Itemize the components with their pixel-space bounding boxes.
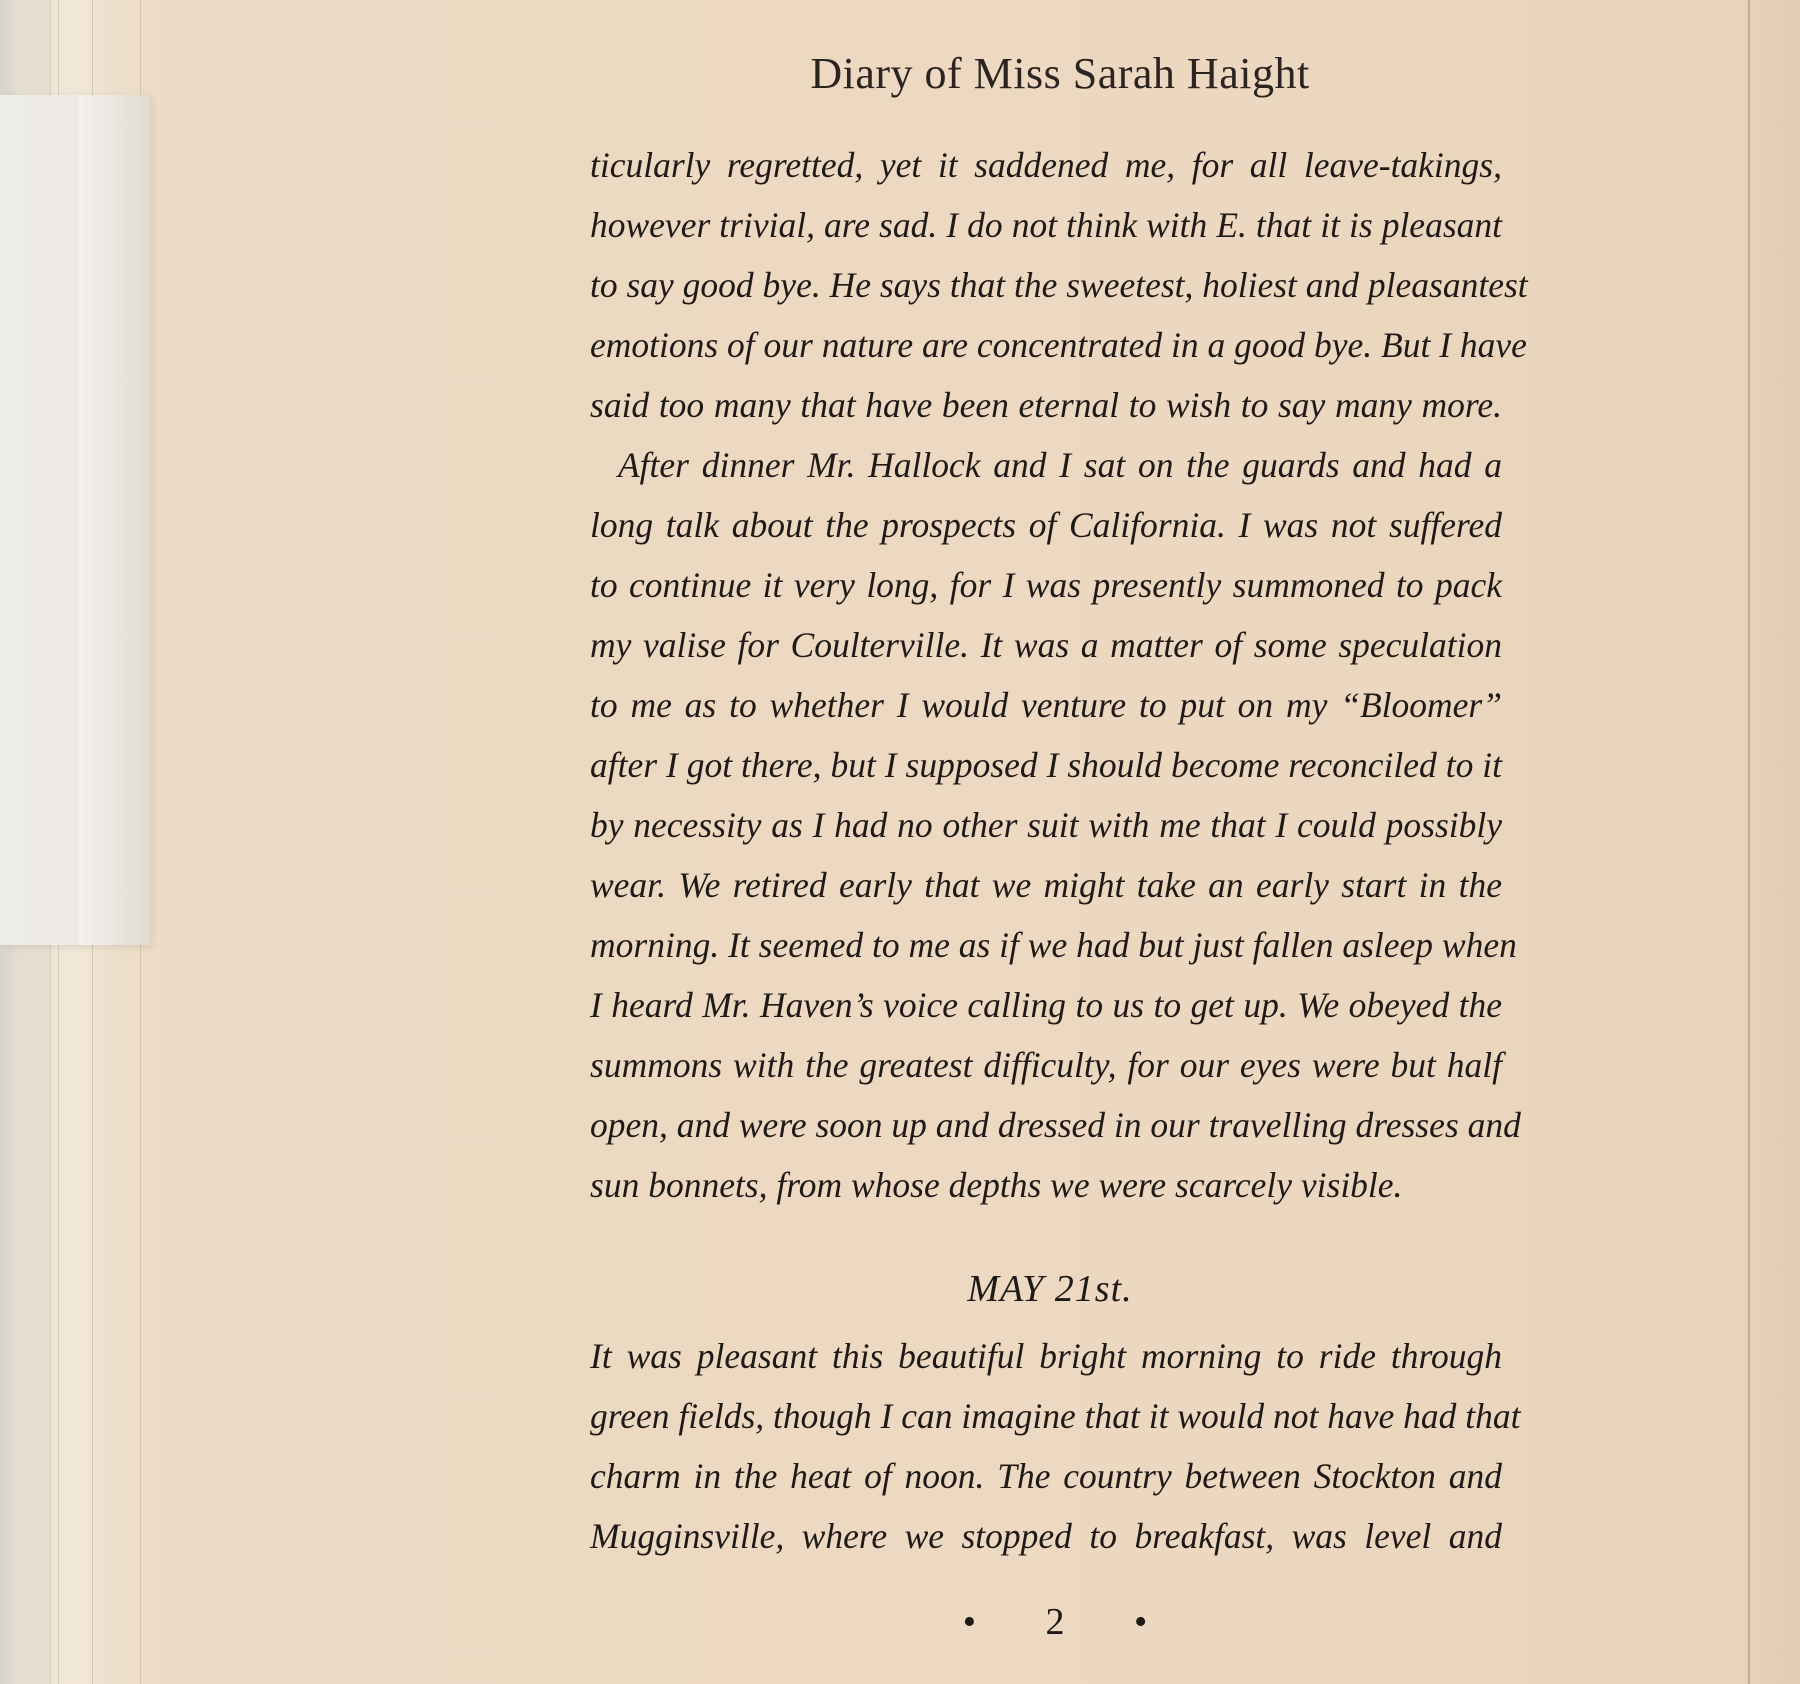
- page-right-edge: [1748, 0, 1750, 1684]
- body-text: [590, 135, 1528, 1215]
- date-heading: MAY 21st.: [967, 1268, 1133, 1310]
- text-line: sun bonnets, from whose depths we were scarcely visible.: [590, 1165, 1403, 1205]
- text-line: Mugginsville, where we stopped to breakfast, was level and: [590, 1516, 1502, 1556]
- text-line: my valise for Coulterville. It was a matter of some speculation: [590, 625, 1502, 665]
- page-number: • 2 •: [962, 1601, 1178, 1643]
- body-text-continued: [590, 1326, 1521, 1566]
- text-line: It was pleasant this beautiful bright morning to ride through: [590, 1336, 1502, 1376]
- translucent-tab-marker: [0, 95, 150, 945]
- text-line: to say good bye. He says that the sweetest, holiest and pleasantest: [590, 265, 1528, 305]
- text-line: After dinner Mr. Hallock and I sat on the guards and had a: [618, 445, 1502, 485]
- text-line: ticularly regretted, yet it saddened me, for all leave-takings,: [590, 145, 1502, 185]
- text-line: I heard Mr. Haven’s voice calling to us to get up. We obeyed the: [590, 985, 1502, 1025]
- text-line: to continue it very long, for I was presently summoned to pack: [590, 565, 1502, 605]
- text-line: wear. We retired early that we might take an early start in the: [590, 865, 1502, 905]
- text-line: morning. It seemed to me as if we had but just fallen asleep when: [590, 925, 1517, 965]
- text-line: emotions of our nature are concentrated in a good bye. But I have: [590, 325, 1527, 365]
- text-line: green fields, though I can imagine that it would not have had that: [590, 1396, 1521, 1436]
- text-line: open, and were soon up and dressed in our travelling dresses and: [590, 1105, 1521, 1145]
- text-line: to me as to whether I would venture to put on my “Bloomer”: [590, 685, 1502, 725]
- text-line: long talk about the prospects of California. I was not suffered: [590, 505, 1502, 545]
- text-line: however trivial, are sad. I do not think with E. that it is pleasant: [590, 205, 1502, 245]
- text-line: charm in the heat of noon. The country between Stockton and: [590, 1456, 1502, 1496]
- text-line: by necessity as I had no other suit with me that I could possibly: [590, 805, 1502, 845]
- text-line: said too many that have been eternal to wish to say many more.: [590, 385, 1502, 425]
- text-line: summons with the greatest difficulty, for our eyes were but half: [590, 1045, 1502, 1085]
- text-line: after I got there, but I supposed I should become reconciled to it: [590, 745, 1502, 785]
- running-head: Diary of Miss Sarah Haight: [810, 49, 1310, 98]
